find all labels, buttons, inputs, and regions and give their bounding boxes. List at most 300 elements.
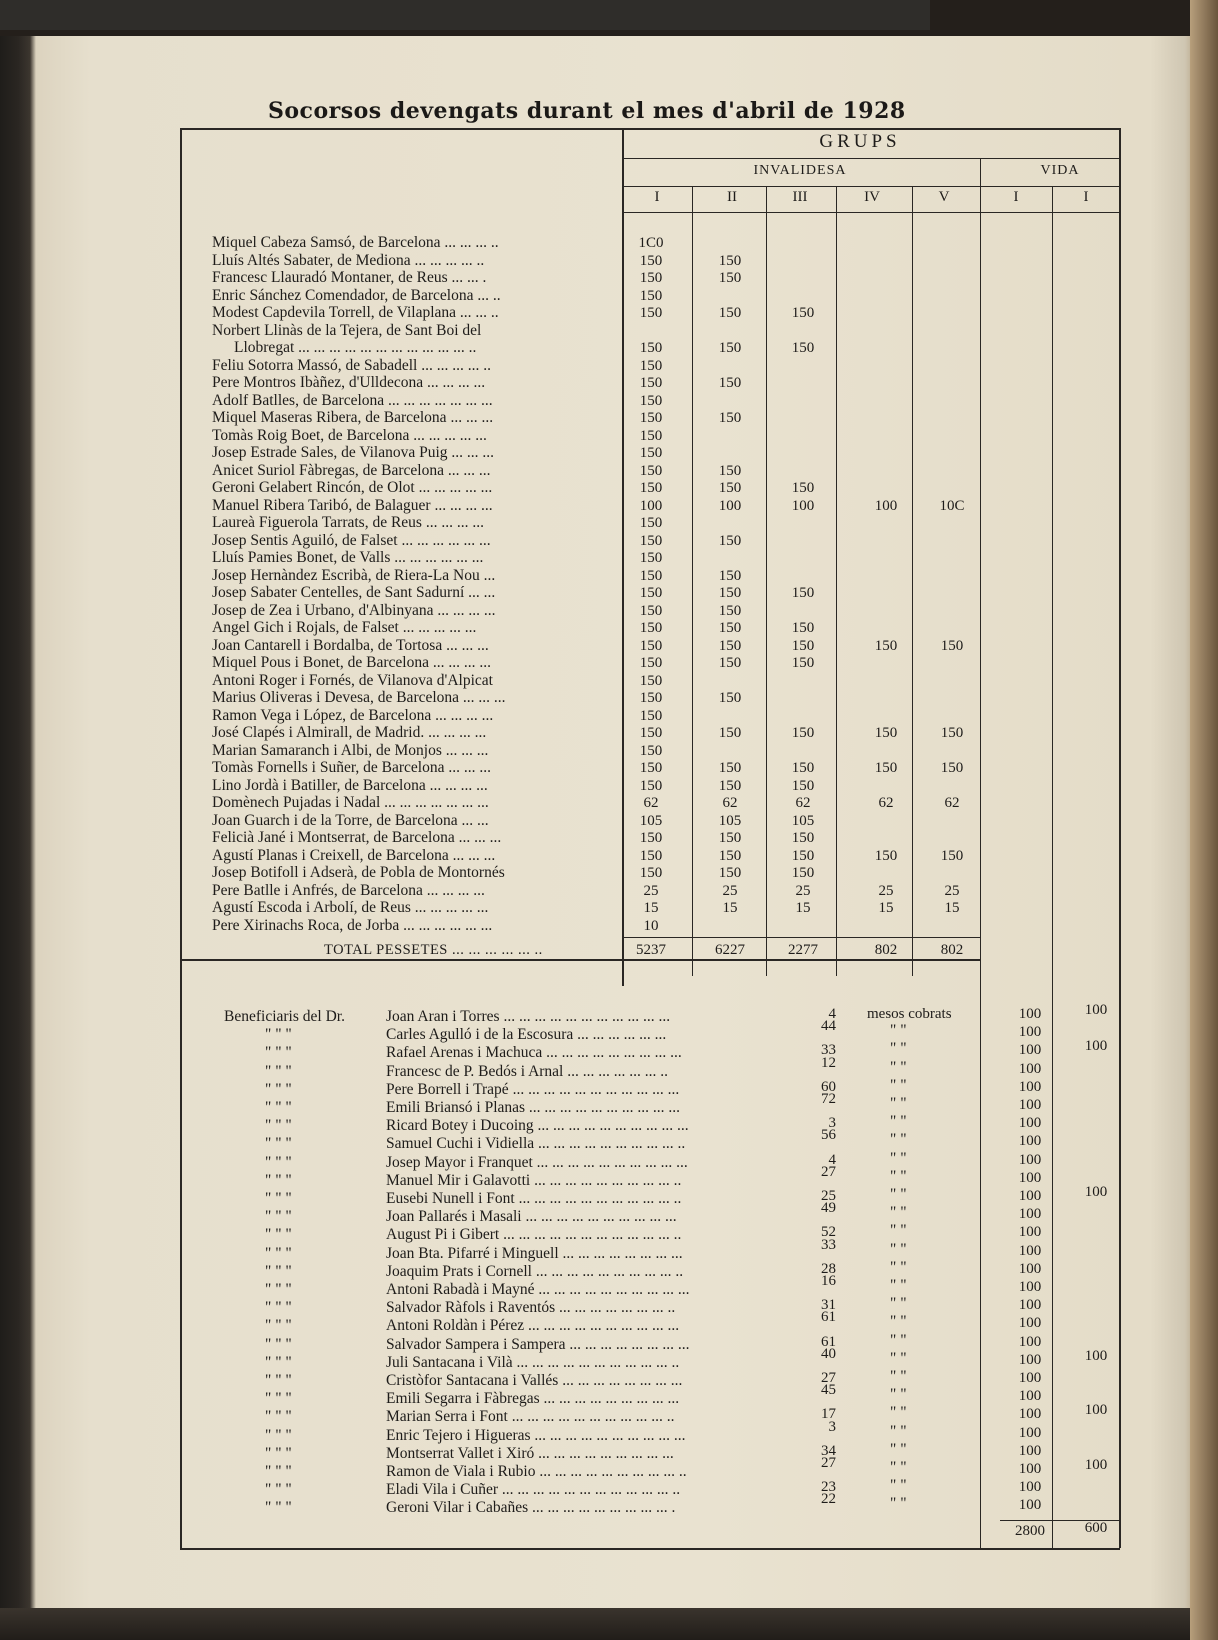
header-col-6: I <box>1013 189 1019 205</box>
member-name: Feliu Sotorra Massó, de Sabadell ... ... ... ... .. <box>212 356 491 374</box>
amount-col-I: 150 <box>639 690 663 706</box>
ditto-mesos: " " <box>890 1204 907 1222</box>
member-name: Lino Jordà i Batiller, de Barcelona ... ... ... ... <box>212 776 488 794</box>
amount-col-III: 100 <box>791 497 815 514</box>
beneficiary-name: Manuel Mir i Galavotti ... ... ... ... ... ... ... ... ... .. <box>386 1171 682 1189</box>
amount-col-V: 62 <box>944 795 960 811</box>
amount-col-II: 150 <box>718 480 742 496</box>
ditto-mesos: " " <box>890 1076 907 1094</box>
amount-col-II: 62 <box>722 795 738 811</box>
amount-col-III: 150 <box>791 637 815 654</box>
vida-col-1: 100 <box>1018 1442 1042 1459</box>
ditto-mesos: " " <box>890 1440 907 1458</box>
member-name: Antoni Roger i Fornés, de Vilanova d'Alpicat <box>212 671 493 689</box>
ditto-marks: " " " <box>265 1281 292 1298</box>
header-grups: GRUPS <box>819 131 901 152</box>
header-col-7: I <box>1083 189 1089 205</box>
amount-col-II: 150 <box>718 602 742 619</box>
amount-col-I: 150 <box>639 672 663 689</box>
member-name: José Clapés i Almirall, de Madrid. ... ... ... ... <box>212 724 487 741</box>
amount-col-IV: 150 <box>874 847 898 864</box>
amount-col-I: 10 <box>643 917 659 934</box>
member-name: Angel Gich i Rojals, de Falset ... ... ... ... ... <box>212 619 477 636</box>
vida-col-2: 100 <box>1084 1402 1108 1419</box>
amount-col-I: 150 <box>639 847 663 864</box>
ditto-marks: " " " <box>265 1153 292 1171</box>
member-name: Pere Batlle i Anfrés, de Barcelona ... ... ... ... <box>212 881 485 899</box>
beneficiary-name: Emili Briansó i Planas ... ... ... ... ... ... ... ... ... ... <box>386 1099 681 1116</box>
amount-col-I: 150 <box>639 567 663 584</box>
amount-col-I: 150 <box>639 637 663 654</box>
col-rule-IV <box>836 186 837 976</box>
months-count: 4 <box>828 1151 836 1168</box>
header-invalidesa: INVALIDESA <box>753 163 847 178</box>
mesos-label: mesos cobrats <box>867 1006 952 1022</box>
header-rule-grups <box>622 158 1120 159</box>
vida-col-1: 100 <box>1018 1060 1042 1077</box>
member-name: Miquel Pous i Bonet, de Barcelona ... ... ... ... <box>212 654 491 671</box>
total-col-V: 802 <box>940 942 964 958</box>
vida-col-2: 100 <box>1084 1038 1108 1055</box>
amount-col-I: 150 <box>639 480 663 496</box>
months-count: 25 <box>821 1188 836 1204</box>
amount-col-II: 150 <box>718 567 742 584</box>
member-name: Ramon Vega i López, de Barcelona ... ... ... ... <box>212 706 494 724</box>
ditto-mesos: " " <box>890 1240 907 1258</box>
amount-col-I: 150 <box>639 585 663 601</box>
ditto-mesos: " " <box>890 1349 907 1367</box>
scan-border-top-inner <box>0 0 930 30</box>
ditto-marks: " " " <box>265 1262 292 1280</box>
months-count: 45 <box>821 1382 836 1399</box>
beneficiary-name: Geroni Vilar i Cabañes ... ... ... ... ... ... ... ... ... . <box>386 1499 676 1517</box>
amount-col-V: 150 <box>940 760 964 776</box>
vida-col-1: 100 <box>1018 1370 1042 1386</box>
amount-col-III: 150 <box>791 725 815 741</box>
col-rule-III <box>766 186 767 976</box>
ditto-mesos: " " <box>890 1095 907 1112</box>
months-count: 34 <box>821 1442 836 1459</box>
beneficiary-name: Emili Segarra i Fàbregas ... ... ... ... ... ... ... ... ... <box>386 1390 680 1408</box>
amount-col-I: 150 <box>639 270 663 286</box>
ditto-mesos: " " <box>890 1222 907 1240</box>
months-count: 31 <box>821 1297 836 1314</box>
ditto-marks: " " " <box>265 1317 292 1335</box>
member-name: Josep de Zea i Urbano, d'Albinyana ... ... ... ... <box>212 601 496 619</box>
amount-col-III: 25 <box>795 882 811 899</box>
amount-col-II: 150 <box>718 830 742 846</box>
ditto-mesos: " " <box>890 1186 907 1203</box>
vida-col-1: 100 <box>1018 1315 1042 1332</box>
months-count: 33 <box>821 1042 836 1059</box>
amount-col-II: 150 <box>718 847 742 864</box>
months-count: 3 <box>828 1418 836 1435</box>
months-count: 56 <box>821 1127 836 1144</box>
amount-col-II: 150 <box>718 865 742 881</box>
total-rule-bottom <box>180 959 980 961</box>
ditto-mesos: " " <box>890 1404 907 1422</box>
beneficiary-name: Francesc de P. Bedós i Arnal ... ... ... ... ... ... .. <box>386 1062 668 1080</box>
member-name: Josep Estrade Sales, de Vilanova Puig ... ... ... <box>212 444 495 461</box>
amount-col-IV: 15 <box>878 900 894 916</box>
months-count: 3 <box>828 1115 836 1132</box>
ditto-mesos: " " <box>890 1131 907 1149</box>
vida-col-1: 100 <box>1018 1461 1042 1477</box>
amount-col-II: 25 <box>722 882 738 899</box>
vida-col-1: 100 <box>1018 1097 1042 1113</box>
amount-col-II: 150 <box>718 340 742 356</box>
amount-col-II: 150 <box>718 252 742 269</box>
ditto-marks: " " " <box>265 1499 292 1517</box>
beneficiary-name: August Pi i Gibert ... ... ... ... ... ... ... ... ... ... ... .. <box>386 1226 682 1244</box>
ditto-marks: " " " <box>265 1226 292 1244</box>
member-name: Norbert Llinàs de la Tejera, de Sant Boi del <box>212 321 482 339</box>
beneficiary-name: Joan Pallarés i Masali ... ... ... ... ... ... ... ... ... ... <box>386 1208 677 1226</box>
amount-col-I: 150 <box>639 742 663 759</box>
vida-col-2: 100 <box>1084 1457 1108 1473</box>
ditto-mesos: " " <box>890 1313 907 1331</box>
ditto-mesos: " " <box>890 1022 907 1040</box>
ditto-mesos: " " <box>890 1058 907 1076</box>
vida-col-1: 100 <box>1018 1024 1042 1041</box>
amount-col-I: 150 <box>639 462 663 479</box>
amount-col-III: 150 <box>791 480 815 496</box>
amount-col-II: 150 <box>718 655 742 671</box>
amount-col-III: 150 <box>791 777 815 794</box>
vida-col-1: 100 <box>1018 1115 1042 1132</box>
member-name: Pere Montros Ibàñez, d'Ulldecona ... ... ... ... <box>212 374 486 391</box>
amount-col-IV: 100 <box>874 497 898 514</box>
amount-col-I: 150 <box>639 865 663 881</box>
months-count: 22 <box>821 1491 836 1508</box>
months-count: 23 <box>821 1479 836 1496</box>
header-col-4: IV <box>864 189 880 205</box>
ditto-mesos: " " <box>890 1495 907 1513</box>
amount-col-II: 150 <box>718 725 742 741</box>
ditto-marks: " " " <box>265 1481 292 1499</box>
vida-col-1: 100 <box>1018 1479 1042 1496</box>
vida-col-1: 100 <box>1018 1333 1042 1350</box>
months-count: 33 <box>821 1236 836 1253</box>
amount-col-I: 150 <box>639 287 663 304</box>
amount-col-V: 150 <box>940 637 964 654</box>
ditto-mesos: " " <box>890 1368 907 1385</box>
beneficiary-name: Marian Serra i Font ... ... ... ... ... ... ... ... ... ... .. <box>386 1408 675 1426</box>
ditto-mesos: " " <box>890 1258 907 1276</box>
member-name: Agustí Escoda i Arbolí, de Reus ... ... ... ... ... <box>212 899 489 916</box>
ditto-marks: " " " <box>265 1463 292 1480</box>
ditto-marks: " " " <box>265 1099 292 1116</box>
amount-col-I: 150 <box>639 830 663 846</box>
months-count: 72 <box>821 1091 836 1107</box>
ditto-marks: " " " <box>265 1190 292 1207</box>
amount-col-III: 150 <box>791 847 815 864</box>
amount-col-V: 150 <box>940 847 964 864</box>
col-rule-vida <box>980 158 981 1548</box>
months-count: 61 <box>821 1309 836 1326</box>
page-edge-right <box>1190 0 1218 1640</box>
member-name: Miquel Cabeza Samsó, de Barcelona ... ... ... .. <box>212 234 499 251</box>
amount-col-I: 150 <box>639 620 663 636</box>
member-name: Josep Sentis Aguiló, de Falset ... ... ... ... ... ... <box>212 531 491 549</box>
ditto-marks: " " " <box>265 1444 292 1462</box>
beneficiary-name: Montserrat Vallet i Xiró ... ... ... ... ... ... ... ... ... <box>386 1444 674 1462</box>
vida-col-1: 100 <box>1018 1351 1042 1368</box>
ditto-marks: " " " <box>265 1299 292 1317</box>
months-count: 17 <box>821 1406 836 1423</box>
months-count: 27 <box>821 1455 836 1471</box>
amount-col-I: 62 <box>643 795 659 811</box>
beneficiary-name: Samuel Cuchi i Vidiella ... ... ... ... ... ... ... ... ... .. <box>386 1135 686 1153</box>
months-count: 60 <box>821 1078 836 1095</box>
total-col-IV: 802 <box>874 942 898 958</box>
amount-col-III: 150 <box>791 585 815 601</box>
ditto-marks: " " " <box>265 1117 292 1135</box>
vida-col-1: 100 <box>1018 1497 1042 1514</box>
member-name: Francesc Llauradó Montaner, de Reus ... ... . <box>212 269 487 286</box>
beneficiary-name: Ricard Botey i Ducoing ... ... ... ... ... ... ... ... ... ... <box>386 1117 689 1135</box>
vida-col-1: 100 <box>1018 1169 1042 1186</box>
header-col-5: V <box>938 189 950 205</box>
amount-col-I: 150 <box>639 550 663 566</box>
amount-col-IV: 150 <box>874 725 898 741</box>
vida-col-2: 100 <box>1084 1347 1108 1364</box>
beneficiary-name: Salvador Sampera i Sampera ... ... ... ... ... ... ... ... <box>386 1335 690 1353</box>
member-name: Laureà Figuerola Tarrats, de Reus ... ... ... ... <box>212 514 484 531</box>
vida-col-1: 100 <box>1018 1406 1042 1423</box>
member-name: Domènech Pujadas i Nadal ... ... ... ... ... ... ... <box>212 794 489 811</box>
member-name: Joan Guarch i de la Torre, de Barcelona ... ... <box>212 811 489 829</box>
total-rule-top <box>622 937 980 938</box>
amount-col-I: 150 <box>639 777 663 794</box>
ditto-mesos: " " <box>890 1459 907 1476</box>
amount-col-III: 105 <box>791 812 815 829</box>
total-label: TOTAL PESSETES ... ... ... ... ... .. <box>324 942 543 958</box>
amount-col-II: 150 <box>718 760 742 776</box>
months-count: 28 <box>821 1260 836 1277</box>
total-col-II: 6227 <box>715 942 745 958</box>
member-name: Modest Capdevila Torrell, de Vilaplana ... ... .. <box>212 304 499 321</box>
member-name: Josep Hernàndez Escribà, de Riera-La Nou ... <box>212 566 496 584</box>
beneficiary-name: Eladi Vila i Cuñer ... ... ... ... ... ... ... ... ... ... ... .. <box>386 1481 681 1499</box>
vida-col-1: 100 <box>1018 1260 1042 1277</box>
amount-col-IV: 62 <box>878 795 894 811</box>
member-name: Marius Oliveras i Devesa, de Barcelona ... ... ... <box>212 689 506 706</box>
amount-col-I: 150 <box>639 602 663 619</box>
amount-col-II: 150 <box>718 777 742 794</box>
amount-col-III: 150 <box>791 340 815 356</box>
ditto-mesos: " " <box>890 1167 907 1185</box>
member-name: Agustí Planas i Creixell, de Barcelona ... ... ... <box>212 846 496 864</box>
ditto-marks: " " " <box>265 1080 292 1098</box>
ditto-marks: " " " <box>265 1244 292 1262</box>
beneficiary-name: Salvador Ràfols i Raventós ... ... ... ... ... ... ... .. <box>386 1299 676 1317</box>
amount-col-III: 150 <box>791 305 815 321</box>
ditto-mesos: " " <box>890 1386 907 1404</box>
beneficiary-name: Joan Bta. Pifarré i Minguell ... ... ... ... ... ... ... ... <box>386 1244 683 1262</box>
ditto-marks: " " " <box>265 1353 292 1371</box>
vida-total-1: 2800 <box>1015 1522 1045 1539</box>
beneficiary-name: Joan Aran i Torres ... ... ... ... ... ... ... ... ... ... ... <box>386 1008 671 1025</box>
months-count: 4 <box>828 1006 836 1022</box>
ditto-marks: " " " <box>265 1372 292 1389</box>
months-count: 52 <box>821 1224 836 1241</box>
member-name: Geroni Gelabert Rincón, de Olot ... ... ... ... ... <box>212 479 493 496</box>
header-col-2: II <box>727 189 737 205</box>
amount-col-I: 150 <box>639 410 663 426</box>
amount-col-I: 1C0 <box>638 235 664 251</box>
amount-col-III: 150 <box>791 865 815 881</box>
amount-col-III: 150 <box>791 655 815 671</box>
amount-col-I: 150 <box>639 445 663 461</box>
header-rule-cols <box>622 212 1120 213</box>
amount-col-II: 150 <box>718 375 742 391</box>
header-col-3: III <box>792 189 808 205</box>
amount-col-II: 150 <box>718 462 742 479</box>
ditto-mesos: " " <box>890 1331 907 1349</box>
months-count: 44 <box>821 1018 836 1035</box>
beneficiary-name: Antoni Roldàn i Pérez ... ... ... ... ... ... ... ... ... ... <box>386 1317 680 1335</box>
vida-col-1: 100 <box>1018 1242 1042 1259</box>
beneficiary-name: Pere Borrell i Trapé ... ... ... ... ... ... ... ... ... ... ... <box>386 1080 680 1098</box>
vida-col-2: 100 <box>1084 1184 1108 1200</box>
member-name: Marian Samaranch i Albi, de Monjos ... ... ... <box>212 741 489 759</box>
amount-col-V: 25 <box>944 882 960 899</box>
beneficiary-prefix: Beneficiaris del Dr. <box>224 1008 345 1025</box>
ditto-marks: " " " <box>265 1208 292 1226</box>
member-name: Tomàs Fornells i Suñer, de Barcelona ... ... ... <box>212 759 491 776</box>
vida-col-1: 100 <box>1018 1133 1042 1150</box>
amount-col-III: 150 <box>791 620 815 636</box>
ditto-mesos: " " <box>890 1149 907 1167</box>
frame-bottom <box>180 1548 1120 1550</box>
amount-col-III: 150 <box>791 760 815 776</box>
total-col-I: 5237 <box>636 942 666 958</box>
amount-col-I: 25 <box>643 882 659 899</box>
member-name: Anicet Suriol Fàbregas, de Barcelona ... ... ... <box>212 461 491 479</box>
ditto-marks: " " " <box>265 1335 292 1353</box>
ditto-marks: " " " <box>265 1171 292 1189</box>
header-vida: VIDA <box>1040 163 1080 178</box>
amount-col-III: 62 <box>795 795 811 811</box>
scan-border-bottom <box>0 1608 1218 1640</box>
frame-right <box>1119 128 1121 1548</box>
amount-col-I: 150 <box>639 532 663 549</box>
member-name: Lluís Altés Sabater, de Mediona ... ... ... ... .. <box>212 251 485 269</box>
amount-col-II: 150 <box>718 585 742 601</box>
member-name: Miquel Maseras Ribera, de Barcelona ... ... ... <box>212 409 494 426</box>
vida-col-1: 100 <box>1018 1078 1042 1095</box>
amount-col-I: 150 <box>639 392 663 409</box>
amount-col-I: 150 <box>639 375 663 391</box>
frame-left <box>180 128 182 1548</box>
vida-col-1: 100 <box>1018 1188 1042 1204</box>
member-name: Tomàs Roig Boet, de Barcelona ... ... ... ... ... <box>212 426 487 444</box>
beneficiary-name: Cristòfor Santacana i Vallés ... ... ... ... ... ... ... ... <box>386 1372 683 1389</box>
beneficiary-name: Enric Tejero i Higueras ... ... ... ... ... ... ... ... ... ... <box>386 1426 686 1444</box>
amount-col-II: 150 <box>718 305 742 321</box>
ditto-mesos: " " <box>890 1040 907 1058</box>
beneficiary-name: Carles Agulló i de la Escosura ... ... ... ... ... ... <box>386 1026 667 1044</box>
amount-col-I: 150 <box>639 252 663 269</box>
member-name: Felicià Jané i Montserrat, de Barcelona ... ... ... <box>212 829 502 846</box>
amount-col-I: 100 <box>639 497 663 514</box>
ditto-marks: " " " <box>265 1426 292 1444</box>
vida-col-1: 100 <box>1018 1042 1042 1059</box>
amount-col-II: 150 <box>718 410 742 426</box>
header-rule-sub <box>622 186 1120 187</box>
beneficiary-name: Antoni Rabadà i Mayné ... ... ... ... ... ... ... ... ... ... <box>386 1281 690 1298</box>
member-name: Josep Botifoll i Adserà, de Pobla de Montornés <box>212 864 505 881</box>
ditto-marks: " " " <box>265 1062 292 1080</box>
member-name: Pere Xirinachs Roca, de Jorba ... ... ... ... ... ... <box>212 916 493 934</box>
ditto-mesos: " " <box>890 1422 907 1440</box>
amount-col-II: 150 <box>718 637 742 654</box>
beneficiary-name: Eusebi Nunell i Font ... ... ... ... ... ... ... ... ... ... .. <box>386 1190 682 1207</box>
beneficiary-name: Joaquim Prats i Cornell ... ... ... ... ... ... ... ... ... .. <box>386 1262 684 1280</box>
months-count: 61 <box>821 1333 836 1350</box>
header-col-1: I <box>654 189 660 205</box>
vida-col-1: 100 <box>1018 1006 1042 1022</box>
vida-col-1: 100 <box>1018 1224 1042 1241</box>
amount-col-IV: 150 <box>874 760 898 776</box>
vida-col-1: 100 <box>1018 1206 1042 1223</box>
months-count: 40 <box>821 1345 836 1362</box>
vida-total-2: 600 <box>1084 1519 1108 1536</box>
ditto-marks: " " " <box>265 1026 292 1044</box>
amount-col-I: 150 <box>639 340 663 356</box>
months-count: 16 <box>821 1273 836 1289</box>
ditto-marks: " " " <box>265 1135 292 1153</box>
amount-col-II: 100 <box>718 497 742 514</box>
member-name: Manuel Ribera Taribó, de Balaguer ... ... ... ... <box>212 496 493 514</box>
amount-col-I: 150 <box>639 707 663 724</box>
amount-col-IV: 25 <box>878 882 894 899</box>
vida-col-1: 100 <box>1018 1297 1042 1314</box>
ditto-mesos: " " <box>890 1113 907 1131</box>
beneficiary-name: Juli Santacana i Vilà ... ... ... ... ... ... ... ... ... ... .. <box>386 1353 680 1371</box>
amount-col-II: 105 <box>718 812 742 829</box>
amount-col-V: 10C <box>939 497 965 514</box>
member-name: Joan Cantarell i Bordalba, de Tortosa ... ... ... <box>212 636 489 654</box>
amount-col-I: 150 <box>639 305 663 321</box>
amount-col-I: 150 <box>639 357 663 374</box>
beneficiary-name: Josep Mayor i Franquet ... ... ... ... ... ... ... ... ... ... <box>386 1153 688 1171</box>
vida-col-1: 100 <box>1018 1388 1042 1405</box>
member-name: Lluís Pamies Bonet, de Valls ... ... ... ... ... ... <box>212 549 484 566</box>
ditto-mesos: " " <box>890 1277 907 1294</box>
amount-col-II: 150 <box>718 620 742 636</box>
member-name: Llobregat ... ... ... ... ... ... ... ... ... ... ... .. <box>234 339 477 356</box>
beneficiary-name: Ramon de Viala i Rubio ... ... ... ... ... ... ... ... ... .. <box>386 1463 687 1480</box>
amount-col-II: 150 <box>718 532 742 549</box>
frame-top <box>180 128 1120 130</box>
amount-col-I: 150 <box>639 515 663 531</box>
vida-col-2: 100 <box>1084 1002 1108 1018</box>
member-name: Adolf Batlles, de Barcelona ... ... ... ... ... ... ... <box>212 391 493 409</box>
amount-col-V: 15 <box>944 900 960 916</box>
months-count: 27 <box>821 1163 836 1180</box>
amount-col-II: 150 <box>718 690 742 706</box>
ditto-mesos: " " <box>890 1477 907 1495</box>
member-name: Josep Sabater Centelles, de Sant Sadurní ... ... <box>212 584 496 601</box>
amount-col-III: 150 <box>791 830 815 846</box>
vida-col-1: 100 <box>1018 1279 1042 1295</box>
ditto-marks: " " " <box>265 1044 292 1062</box>
amount-col-III: 15 <box>795 900 811 916</box>
total-col-III: 2277 <box>788 942 818 958</box>
col-rule-II <box>692 186 693 976</box>
